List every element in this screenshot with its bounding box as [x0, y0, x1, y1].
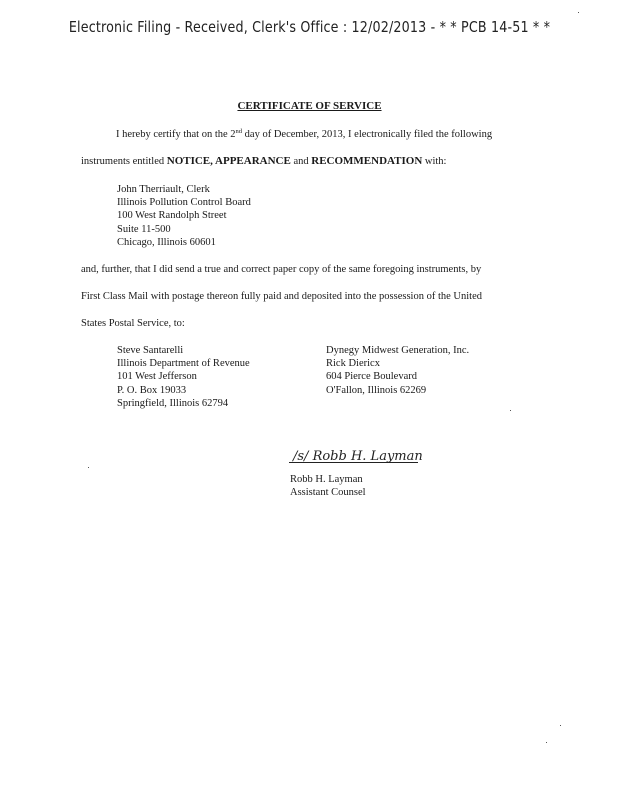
scan-speck	[546, 742, 547, 743]
signature-script: /s/ Robb H. Layman	[293, 449, 423, 464]
signer-title: Assistant Counsel	[290, 487, 366, 499]
recipient-right-line: Rick Diericx	[326, 358, 380, 370]
cert-text-part1: I hereby certify that on the 2	[116, 129, 236, 140]
clerk-address-line: 100 West Randolph Street	[117, 210, 227, 222]
clerk-address-line: John Therriault, Clerk	[117, 184, 210, 195]
scan-speck	[560, 725, 561, 726]
recipient-left-line: Springfield, Illinois 62794	[117, 397, 229, 409]
service-line-3: States Postal Service, to:	[81, 318, 185, 329]
scan-speck	[578, 12, 579, 13]
recipient-left-line: Steve Santarelli	[117, 345, 184, 356]
clerk-address-line: Suite 11-500	[117, 223, 171, 235]
recipient-right-line: 604 Pierce Boulevard	[326, 371, 417, 383]
recipient-left-line: 101 West Jefferson	[117, 371, 197, 383]
signer-name: Robb H. Layman	[290, 474, 363, 485]
cert-ordinal-suffix: nd	[235, 128, 243, 135]
cert-text-part2: day of December, 2013, I electronically filed the following	[242, 129, 493, 140]
recipient-right-line: O'Fallon, Illinois 62269	[326, 384, 427, 396]
service-line-2: First Class Mail with postage thereon fully paid and deposited into the possession of the United	[81, 291, 482, 302]
scan-speck	[88, 467, 89, 468]
clerk-address-line: Illinois Pollution Control Board	[117, 197, 251, 209]
instruments-bold-1: NOTICE, APPEARANCE	[166, 155, 291, 167]
recipient-left-block	[117, 344, 250, 410]
recipient-right-line: Dynegy Midwest Generation, Inc.	[326, 345, 470, 356]
recipient-right-block	[326, 344, 469, 397]
recipient-left-line: Illinois Department of Revenue	[117, 358, 250, 370]
service-line-1: and, further, that I did send a true and correct paper copy of the same foregoing instruments, by	[81, 264, 482, 275]
document-title: CERTIFICATE OF SERVICE	[237, 100, 382, 112]
instruments-suffix: with:	[422, 156, 447, 167]
scan-speck	[510, 410, 511, 411]
instruments-bold-2: RECOMMENDATION	[311, 155, 423, 167]
filing-stamp-header: Electronic Filing - Received, Clerk's Office : 12/02/2013 - * * PCB 14-51 * *	[68, 18, 551, 36]
signer-block	[290, 473, 366, 499]
clerk-address-line: Chicago, Illinois 60601	[117, 236, 216, 248]
instruments-and: and	[290, 156, 312, 167]
certification-line-2	[81, 155, 446, 167]
instruments-prefix: instruments entitled	[81, 156, 167, 167]
clerk-address-block	[117, 183, 251, 249]
certification-line-1	[116, 128, 492, 140]
signature-line	[289, 462, 418, 463]
recipient-left-line: P. O. Box 19033	[117, 384, 187, 396]
